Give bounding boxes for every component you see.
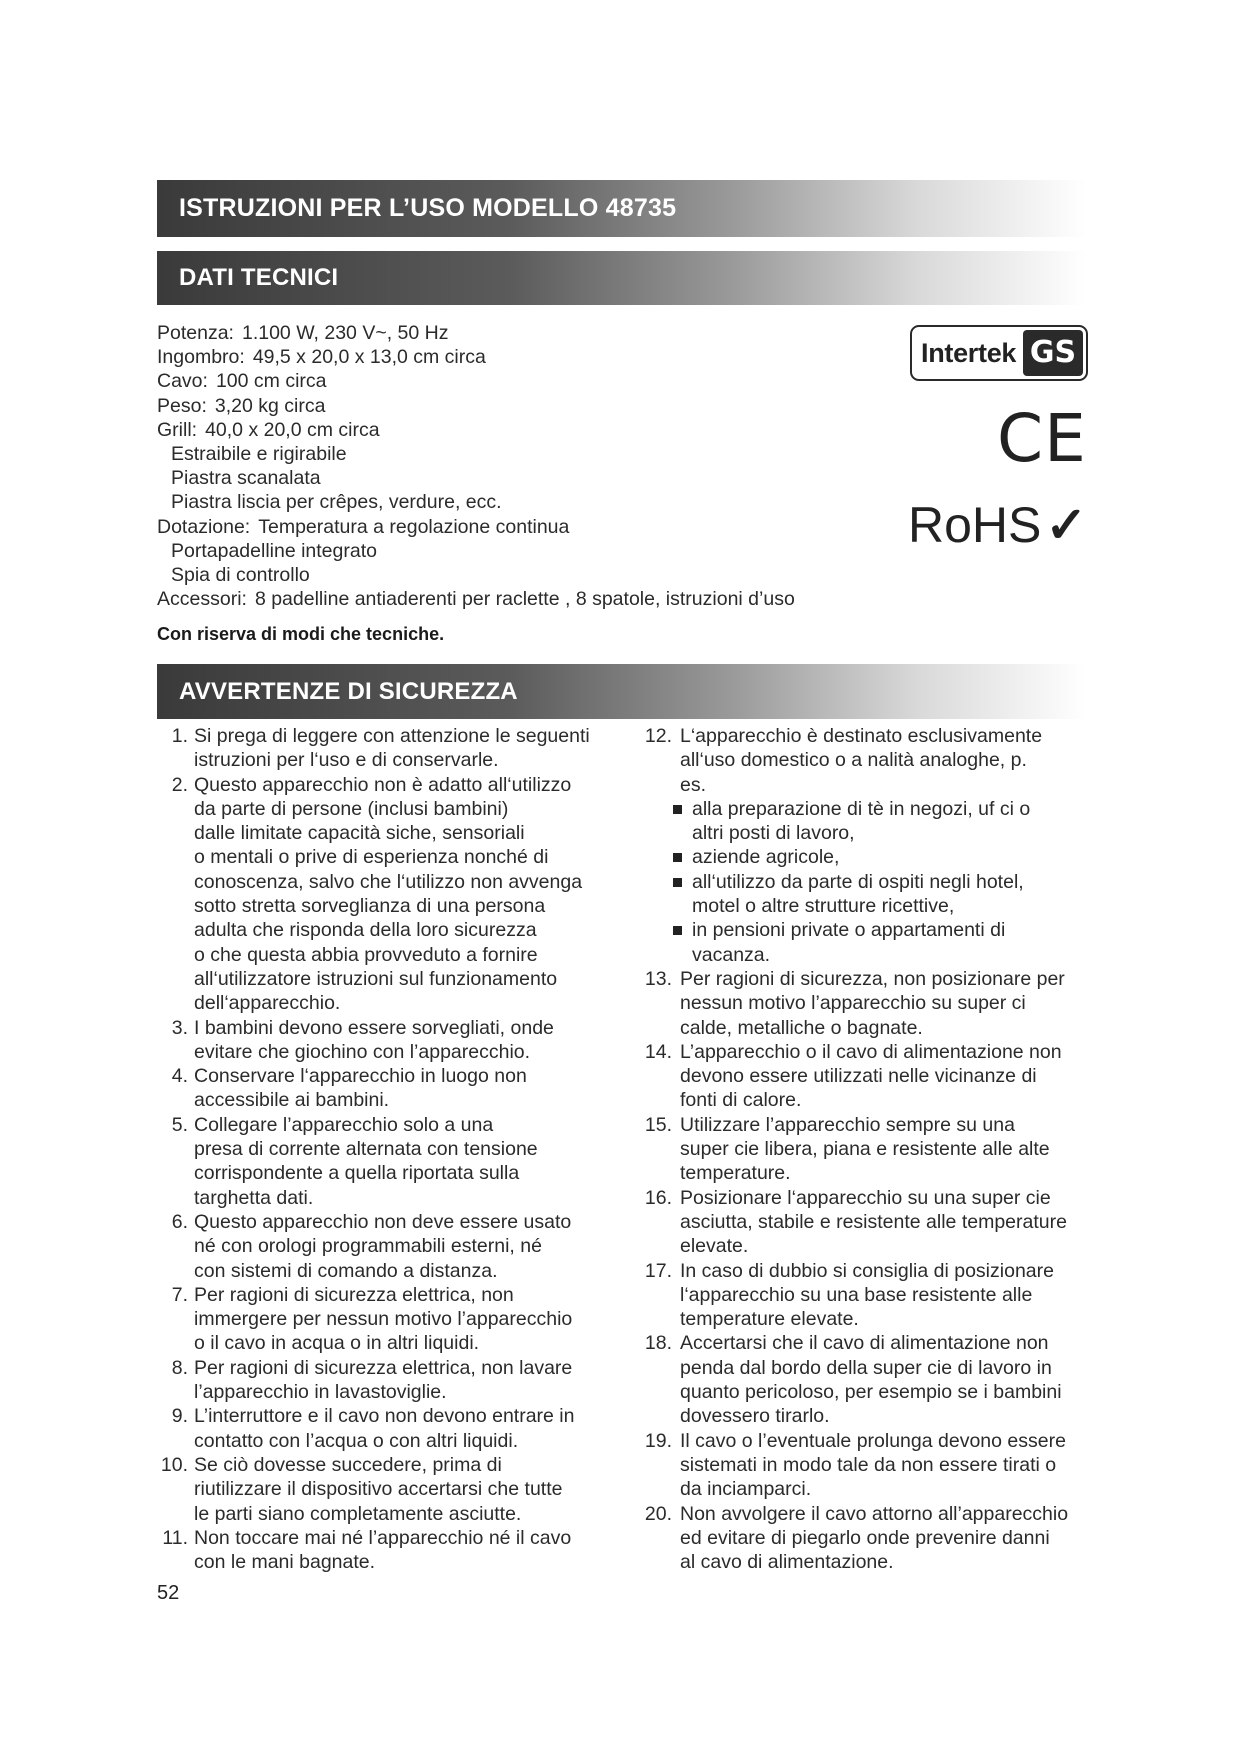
bullet-square-icon bbox=[673, 853, 682, 862]
spec-subrow: Estraibile e rigirabile bbox=[171, 443, 347, 466]
item-number: 5. bbox=[171, 1113, 188, 1136]
spec-value: 49,5 x 20,0 x 13,0 cm circa bbox=[252, 346, 486, 369]
item-text-line: da inciamparci. bbox=[680, 1478, 812, 1501]
item-number: 6. bbox=[171, 1210, 188, 1233]
item-text-line: accessibile ai bambini. bbox=[194, 1089, 390, 1112]
spec-value: 40,0 x 20,0 cm circa bbox=[205, 418, 380, 441]
bullet-item bbox=[636, 918, 1138, 967]
item-text-line: presa di corrente alternata con tensione bbox=[194, 1138, 538, 1161]
spec-label: Grill: bbox=[157, 418, 198, 441]
section-title-specs: DATI TECNICI bbox=[179, 264, 339, 291]
spec-subrow: Portapadelline integrato bbox=[171, 539, 377, 562]
item-text-line: con sistemi di comando a distanza. bbox=[194, 1259, 498, 1282]
spec-label: Peso: bbox=[157, 394, 207, 417]
item-text-line: Utilizzare l’apparecchio sempre su una bbox=[680, 1113, 1015, 1136]
item-text-line: I bambini devono essere sorvegliati, onde bbox=[194, 1016, 554, 1039]
spec-value: 1.100 W, 230 V~, 50 Hz bbox=[241, 322, 449, 344]
item-text-line: devono essere utilizzati nelle vicinanze di bbox=[680, 1065, 1037, 1088]
item-text-line: temperature. bbox=[680, 1162, 791, 1185]
item-number: 7. bbox=[171, 1283, 188, 1306]
item-text-line: riutilizzare il dispositivo accertarsi che tutte bbox=[194, 1478, 563, 1501]
intertek-gs-logo bbox=[910, 325, 1088, 381]
safety-item bbox=[636, 1113, 1138, 1186]
item-text-line: le parti siano completamente asciutte. bbox=[194, 1502, 522, 1525]
item-text-line: Per ragioni di sicurezza elettrica, non bbox=[194, 1283, 514, 1306]
bullet-text-line: alla preparazione di tè in negozi, uf ci o bbox=[692, 797, 1031, 820]
item-text-line: Questo apparecchio non deve essere usato bbox=[194, 1210, 572, 1233]
bullet-square-icon bbox=[673, 926, 682, 935]
technical-specs bbox=[157, 321, 917, 611]
safety-item bbox=[150, 1404, 645, 1453]
safety-item bbox=[150, 1064, 645, 1113]
rohs-text: RoHS bbox=[908, 497, 1042, 553]
item-text-line: penda dal bordo della super cie di lavoro in bbox=[680, 1356, 1052, 1379]
item-number: 11. bbox=[162, 1526, 188, 1549]
item-text-line: Accertarsi che il cavo di alimentazione non bbox=[680, 1332, 1049, 1355]
item-text-line: fonti di calore. bbox=[680, 1089, 802, 1112]
spec-row-grill bbox=[157, 418, 917, 442]
item-number: 15. bbox=[644, 1113, 672, 1136]
item-text-line: istruzioni per l‘uso e di conservarle. bbox=[194, 749, 499, 772]
spec-label: Dotazione: bbox=[157, 515, 251, 538]
item-number: 16. bbox=[644, 1186, 672, 1209]
safety-column-left bbox=[150, 724, 645, 1574]
item-text-line: con le mani bagnate. bbox=[194, 1551, 376, 1574]
technical-changes-note: Con riserva di modi che tecniche. bbox=[157, 624, 445, 644]
spec-subrow: Piastra liscia per crêpes, verdure, ecc. bbox=[171, 491, 502, 514]
document-title: ISTRUZIONI PER L’USO MODELLO 48735 bbox=[179, 194, 677, 222]
item-text-line: sistemati in modo tale da non essere tirati o bbox=[680, 1453, 1057, 1476]
item-number: 20. bbox=[644, 1502, 672, 1525]
safety-item bbox=[636, 1186, 1138, 1259]
item-number: 12. bbox=[644, 725, 672, 747]
item-text-line: asciutta, stabile e resistente alle temperature bbox=[680, 1210, 1067, 1233]
safety-item bbox=[150, 1283, 645, 1356]
item-text-line: super cie libera, piana e resistente alle alte bbox=[680, 1138, 1050, 1161]
item-number: 1. bbox=[171, 725, 188, 747]
spec-value: Temperatura a regolazione continua bbox=[258, 515, 570, 538]
item-text-line: Il cavo o l’eventuale prolunga devono essere bbox=[680, 1429, 1066, 1452]
item-text-line: Per ragioni di sicurezza elettrica, non lavare bbox=[194, 1356, 573, 1379]
safety-item bbox=[636, 1502, 1138, 1575]
spec-value: 8 padelline antiaderenti per raclette , 8 spatole, istruzioni d’uso bbox=[254, 588, 795, 611]
safety-item bbox=[150, 1016, 645, 1065]
spec-row-potenza bbox=[157, 321, 917, 345]
section-banner-safety bbox=[157, 664, 1086, 719]
safety-item bbox=[150, 1210, 645, 1283]
bullet-square-icon bbox=[673, 805, 682, 814]
item-text-line: ed evitare di piegarlo onde prevenire danni bbox=[680, 1526, 1050, 1549]
safety-item bbox=[636, 1259, 1138, 1332]
spec-label: Potenza: bbox=[157, 322, 234, 344]
item-text-line: Conservare l‘apparecchio in luogo non bbox=[194, 1065, 527, 1088]
item-text-line: L‘apparecchio è destinato esclusivamente bbox=[680, 725, 1043, 747]
safety-item bbox=[636, 967, 1138, 1040]
safety-item bbox=[636, 1040, 1138, 1113]
item-text-line: L’interruttore e il cavo non devono entrare in bbox=[194, 1405, 575, 1428]
item-text-line: elevate. bbox=[680, 1235, 749, 1258]
safety-item bbox=[636, 724, 1138, 797]
item-text-line: evitare che giochino con l’apparecchio. bbox=[194, 1040, 531, 1063]
item-text-line: quanto pericoloso, per esempio se i bambini bbox=[680, 1381, 1062, 1404]
spec-label: Ingombro: bbox=[157, 346, 245, 369]
item-text-line: Collegare l’apparecchio solo a una bbox=[194, 1113, 494, 1136]
spec-row-cavo bbox=[157, 369, 917, 393]
safety-item bbox=[636, 1429, 1138, 1502]
safety-item bbox=[150, 1356, 645, 1405]
item-number: 8. bbox=[171, 1356, 188, 1379]
item-text-line: Questo apparecchio non è adatto all‘utilizzo bbox=[194, 773, 572, 796]
spec-subrow: Spia di controllo bbox=[171, 564, 310, 587]
item-text-line: nessun motivo l’apparecchio su super ci bbox=[680, 992, 1026, 1015]
item-number: 19. bbox=[644, 1429, 672, 1452]
ce-mark-icon: CE bbox=[997, 400, 1087, 477]
bullet-item bbox=[636, 797, 1138, 846]
spec-value: 100 cm circa bbox=[215, 370, 327, 393]
page-number: 52 bbox=[157, 1582, 180, 1604]
item-text-line: dalle limitate capacità siche, sensoriali bbox=[194, 822, 525, 845]
item-text-line: o mentali o prive di esperienza nonché di bbox=[194, 846, 549, 869]
spec-subrow: Piastra scanalata bbox=[171, 467, 321, 490]
bullet-item bbox=[636, 870, 1138, 919]
item-number: 4. bbox=[171, 1065, 188, 1088]
item-text-line: temperature elevate. bbox=[680, 1308, 859, 1331]
item-text-line: Non avvolgere il cavo attorno all’apparecchio bbox=[680, 1502, 1069, 1525]
item-text-line: Per ragioni di sicurezza, non posizionare per bbox=[680, 967, 1065, 990]
bullet-text-line: motel o altre strutture ricettive, bbox=[692, 895, 955, 918]
certification-logos bbox=[900, 318, 1090, 568]
item-text-line: conoscenza, salvo che l‘utilizzo non avvenga bbox=[194, 870, 583, 893]
bullet-text-line: in pensioni private o appartamenti di bbox=[692, 919, 1006, 942]
item-number: 18. bbox=[644, 1332, 672, 1355]
item-text-line: l’apparecchio in lavastoviglie. bbox=[194, 1381, 447, 1404]
item-text-line: al cavo di alimentazione. bbox=[680, 1551, 894, 1574]
item-text-line: l‘apparecchio su una base resistente alle bbox=[680, 1283, 1033, 1306]
spec-row-dotazione bbox=[157, 515, 917, 539]
item-text-line: calde, metalliche o bagnate. bbox=[680, 1016, 923, 1039]
intertek-logo-text: Intertek bbox=[921, 337, 1017, 368]
bullet-text-line: aziende agricole, bbox=[692, 846, 840, 869]
spec-value: 3,20 kg circa bbox=[214, 394, 326, 417]
item-text-line: Si prega di leggere con attenzione le seguenti bbox=[194, 725, 590, 747]
spec-row-ingombro bbox=[157, 345, 917, 369]
spec-row-accessori bbox=[157, 587, 917, 611]
section-banner-specs bbox=[157, 251, 1086, 305]
item-text-line: In caso di dubbio si consiglia di posizionare bbox=[680, 1259, 1054, 1282]
safety-item bbox=[150, 1526, 645, 1575]
item-text-line: dovessero tirarlo. bbox=[680, 1405, 830, 1428]
item-text-line: corrispondente a quella riportata sulla bbox=[194, 1162, 520, 1185]
item-text-line: Posizionare l‘apparecchio su una super cie bbox=[680, 1186, 1051, 1209]
gs-mark-icon: GS bbox=[1023, 330, 1083, 376]
spec-label: Accessori: bbox=[157, 588, 247, 611]
safety-item bbox=[150, 773, 645, 1016]
item-number: 9. bbox=[171, 1405, 188, 1428]
item-text-line: all‘utilizzatore istruzioni sul funzionamento bbox=[194, 967, 558, 990]
item-text-line: es. bbox=[680, 773, 707, 796]
section-title-safety: AVVERTENZE DI SICUREZZA bbox=[179, 677, 518, 705]
item-text-line: all‘uso domestico o a nalità analoghe, p. bbox=[680, 749, 1027, 772]
item-text-line: adulta che risponda della loro sicurezza bbox=[194, 919, 537, 942]
item-number: 13. bbox=[644, 967, 672, 990]
spec-row-peso bbox=[157, 394, 917, 418]
bullet-text-line: vacanza. bbox=[692, 943, 771, 966]
item-number: 17. bbox=[644, 1259, 672, 1282]
item-text-line: né con orologi programmabili esterni, né bbox=[194, 1235, 542, 1258]
safety-item bbox=[150, 1453, 645, 1526]
item-text-line: immergere per nessun motivo l’apparecchio bbox=[194, 1308, 573, 1331]
safety-item bbox=[636, 1331, 1138, 1428]
document-title-banner bbox=[157, 180, 1086, 237]
item-text-line: Se ciò dovesse succedere, prima di bbox=[194, 1453, 502, 1476]
item-text-line: contatto con l’acqua o con altri liquidi. bbox=[194, 1429, 519, 1452]
bullet-text-line: altri posti di lavoro, bbox=[692, 822, 855, 845]
bullet-square-icon bbox=[673, 878, 682, 887]
item-text-line: dell‘apparecchio. bbox=[194, 992, 341, 1015]
bullet-item bbox=[636, 845, 1138, 869]
item-text-line: sotto stretta sorveglianza di una persona bbox=[194, 895, 546, 918]
bullet-text-line: all‘utilizzo da parte di ospiti negli hotel, bbox=[692, 870, 1024, 893]
safety-column-right bbox=[636, 724, 1138, 1574]
rohs-logo bbox=[908, 497, 1088, 553]
item-text-line: targhetta dati. bbox=[194, 1186, 314, 1209]
item-text-line: o che questa abbia provveduto a fornire bbox=[194, 943, 538, 966]
item-number: 2. bbox=[171, 773, 188, 796]
item-number: 14. bbox=[644, 1040, 672, 1063]
safety-item bbox=[150, 1113, 645, 1210]
item-number: 10. bbox=[160, 1453, 188, 1476]
safety-item bbox=[150, 724, 645, 773]
spec-label: Cavo: bbox=[157, 370, 208, 393]
item-text-line: Non toccare mai né l’apparecchio né il cavo bbox=[194, 1526, 572, 1549]
item-text-line: o il cavo in acqua o in altri liquidi. bbox=[194, 1332, 480, 1355]
item-number: 3. bbox=[171, 1016, 188, 1039]
item-text-line: L’apparecchio o il cavo di alimentazione non bbox=[680, 1040, 1062, 1063]
check-icon: ✓ bbox=[1045, 497, 1088, 553]
item-text-line: da parte di persone (inclusi bambini) bbox=[194, 797, 509, 820]
